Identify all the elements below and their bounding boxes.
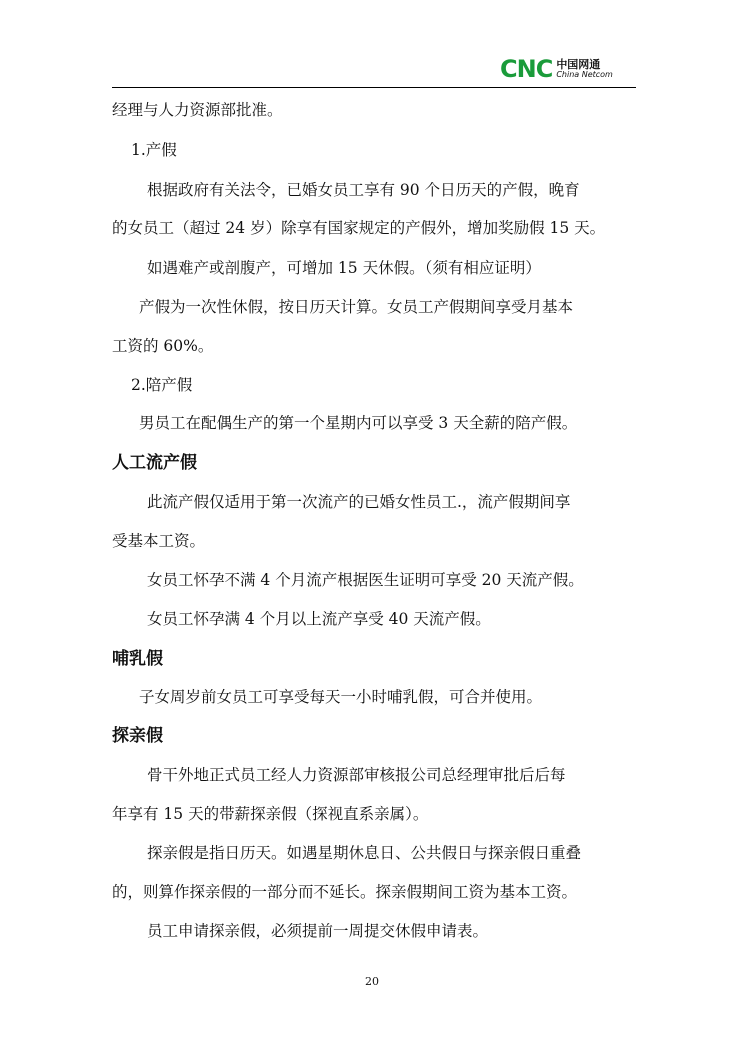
text-line: 受基本工资。 xyxy=(112,532,206,550)
text-line: 子女周岁前女员工可享受每天一小时哺乳假，可合并使用。 xyxy=(139,688,543,706)
header-logo xyxy=(500,55,613,83)
text-line: 探亲假是指日历天。如遇星期休息日、公共假日与探亲假日重叠 xyxy=(147,844,582,862)
text-line: 如遇难产或剖腹产，可增加 15 天休假。（须有相应证明） xyxy=(147,259,541,277)
subsection-title-maternity: 1.产假 xyxy=(131,141,177,159)
text-line: 的，则算作探亲假的一部分而不延长。探亲假期间工资为基本工资。 xyxy=(112,883,578,901)
header-divider xyxy=(112,87,636,88)
logo-text xyxy=(556,59,613,79)
subsection-title-paternity: 2.陪产假 xyxy=(131,376,193,394)
section-heading-nursing-leave: 哺乳假 xyxy=(112,649,163,669)
text-line: 经理与人力资源部批准。 xyxy=(112,101,283,119)
text-line: 根据政府有关法令，已婚女员工享有 90 个日历天的产假，晚育 xyxy=(147,181,580,199)
logo-english-name: China Netcom xyxy=(556,70,613,79)
logo-chinese-name: 中国网通 xyxy=(556,58,601,71)
cnc-logo-mark: CNC xyxy=(500,55,553,83)
section-heading-family-visit-leave: 探亲假 xyxy=(112,726,163,746)
text-line: 此流产假仅适用于第一次流产的已婚女性员工.，流产假期间享 xyxy=(147,493,571,511)
text-line: 的女员工（超过 24 岁）除享有国家规定的产假外，增加奖励假 15 天。 xyxy=(112,219,606,237)
text-line: 年享有 15 天的带薪探亲假（探视直系亲属）。 xyxy=(112,805,429,823)
text-line: 工资的 60%。 xyxy=(112,337,214,355)
text-line: 女员工怀孕不满 4 个月流产根据医生证明可享受 20 天流产假。 xyxy=(147,571,584,589)
text-line: 女员工怀孕满 4 个月以上流产享受 40 天流产假。 xyxy=(147,610,491,628)
text-line: 员工申请探亲假，必须提前一周提交休假申请表。 xyxy=(147,922,489,940)
section-heading-abortion-leave: 人工流产假 xyxy=(112,453,197,473)
text-line: 男员工在配偶生产的第一个星期内可以享受 3 天全薪的陪产假。 xyxy=(139,414,578,432)
page-number: 20 xyxy=(365,975,379,988)
text-line: 骨干外地正式员工经人力资源部审核报公司总经理审批后后每 xyxy=(147,766,566,784)
text-line: 产假为一次性休假，按日历天计算。女员工产假期间享受月基本 xyxy=(139,298,574,316)
